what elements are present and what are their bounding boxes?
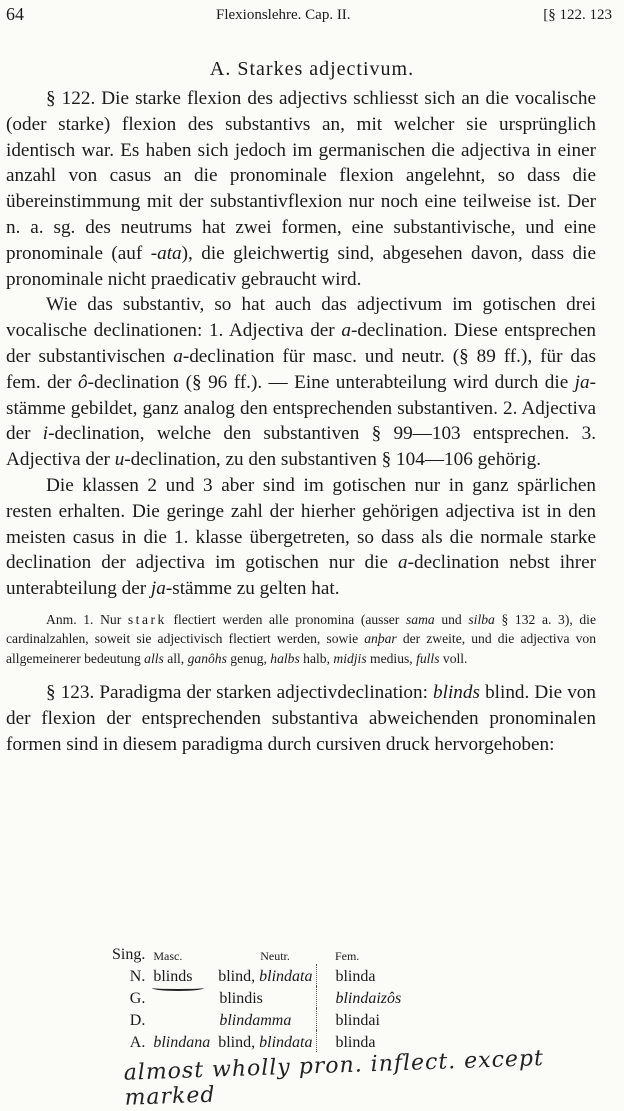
text-run: § 123. Paradigma der starken adjectivdeclination: bbox=[46, 682, 434, 704]
italic-form: ja bbox=[574, 371, 590, 393]
handwritten-underline bbox=[152, 985, 204, 991]
section-range: [§ 122. 123 bbox=[543, 7, 612, 23]
italic-form: blindata bbox=[259, 968, 313, 985]
italic-form: ô bbox=[78, 371, 88, 393]
text-run: Die klassen 2 und 3 aber sind im gotischen nur in ganz spärlichen resten erhalten. Die geringe zahl der hierher gehörigen adjectiva ist in den meisten casus in die 1. klasse übergetreten, so dass als die normale starke declination der adjectiva im gotischen nur die bbox=[6, 474, 596, 574]
table-header-row bbox=[108, 946, 405, 964]
paragraph-122 bbox=[6, 86, 596, 292]
text-run: blind, bbox=[218, 968, 260, 985]
case-label: D. bbox=[129, 1012, 146, 1029]
text-run: -declination (§ 96 ff.). — Eine unterabteilung wird durch die bbox=[87, 371, 575, 393]
text-run: -declination nebst ihrer unterabteilung der bbox=[6, 552, 597, 600]
form-fem: blinda bbox=[317, 964, 405, 986]
text-run: all, bbox=[163, 650, 188, 666]
case-label: N. bbox=[129, 968, 146, 985]
italic-form: -ata bbox=[150, 242, 182, 264]
italic-form: fulls bbox=[416, 650, 440, 666]
paragraph-declinations bbox=[6, 292, 596, 473]
italic-form: ganôhs bbox=[187, 650, 227, 666]
header-fem: Fem. bbox=[334, 949, 360, 963]
form-fem: blindai bbox=[317, 1008, 405, 1030]
text-run: blind, bbox=[218, 1034, 260, 1051]
italic-form: blindata bbox=[259, 1034, 313, 1051]
text-run: genug, bbox=[226, 650, 271, 666]
text-run: blind. Die von der flexion der entsprechenden substantiva abweichenden pronominalen formen sind in diesem paradigma durch cursiven druck hervorgehoben: bbox=[6, 682, 596, 756]
table-row bbox=[108, 1008, 405, 1030]
italic-form: blinds bbox=[433, 682, 480, 704]
italic-form: sama bbox=[405, 611, 435, 627]
form-neutr bbox=[214, 964, 317, 986]
form-masc-neutr: blindis bbox=[219, 990, 263, 1007]
text-run: flectiert werden alle pronomina (ausser bbox=[166, 611, 406, 627]
text-run: § 132 a. 3), die cardinalzahlen, soweit sie adjectivisch flectiert werden, sowie bbox=[6, 611, 596, 647]
italic-form: u bbox=[114, 449, 125, 471]
text-run: -stämme gebildet, ganz analog den entsprechenden substantiven. 2. Adjectiva der bbox=[6, 371, 596, 445]
text-run: medius, bbox=[366, 650, 417, 666]
text-run: -declination, welche den substantiven § 99—103 entsprechen. 3. Adjectiva der bbox=[6, 423, 597, 471]
text-run: voll. bbox=[439, 650, 468, 666]
paragraph-klassen bbox=[6, 473, 596, 602]
text-run: Nur bbox=[93, 611, 128, 627]
italic-form: alls bbox=[144, 650, 164, 666]
text-run: -declination für masc. und neutr. (§ 89 ff.), für das fem. der bbox=[6, 345, 596, 393]
number-label: Sing. bbox=[112, 946, 146, 963]
handwritten-annotation: almost wholly pron. inflect. except marked bbox=[123, 1046, 545, 1111]
form-masc: blindana bbox=[153, 1034, 211, 1051]
italic-form: silba bbox=[468, 611, 495, 627]
main-text bbox=[6, 86, 596, 758]
form-neutr bbox=[214, 1030, 317, 1052]
text-run: -declination, zu den substantiven § 104—106 gehörig. bbox=[124, 449, 541, 471]
spaced-term: stark bbox=[127, 611, 167, 627]
section-title: A. Starkes adjectivum. bbox=[209, 58, 415, 80]
header-masc: Masc. bbox=[153, 949, 183, 963]
text-run: halb, bbox=[299, 650, 334, 666]
paragraph-123 bbox=[6, 680, 596, 757]
text-run: und bbox=[434, 611, 469, 627]
form-masc: blinds bbox=[153, 968, 193, 985]
italic-form: a bbox=[398, 552, 408, 574]
italic-form: ja bbox=[150, 578, 166, 600]
text-run: -declination. Diese entsprechen der substantivischen bbox=[6, 320, 596, 367]
text-run: Wie das substantiv, so hat auch das adjectivum im gotischen drei vocalische declinationen: 1. Adjectiva der bbox=[6, 294, 596, 342]
table-row bbox=[108, 1030, 405, 1052]
text-run: ), die gleichwertig sind, abgesehen davon, dass die pronominale nicht praedicativ gebraucht wird. bbox=[6, 242, 596, 290]
annotation-note bbox=[6, 610, 596, 669]
text-run: -stämme zu gelten hat. bbox=[165, 578, 340, 600]
form-fem: blindaizôs bbox=[317, 986, 405, 1008]
table-row bbox=[108, 986, 405, 1008]
text-run: der zweite, und die adjectiva von allgemeinerer bedeutung bbox=[6, 631, 596, 666]
case-label: G. bbox=[129, 990, 146, 1007]
paradigm-table bbox=[108, 946, 405, 1052]
text-run: § 122. Die starke flexion des adjectivs schliesst sich an die vocalische (oder starke) flexion des substantivs an, mit welcher sie ursprünglich identisch war. Es haben sich jedoch im germanischen die adjectiva in einer anzahl von casus an die pronominale flexion angelehnt, so dass die übereinstimmung mit der substantivflexion nur noch eine teilweise ist. Der n. a. sg. des neutrums hat zwei formen, eine substantivische, und eine pronominale (auf bbox=[6, 88, 596, 264]
italic-form: a bbox=[341, 320, 351, 342]
italic-form: halbs bbox=[270, 650, 300, 666]
form-masc-neutr: blindamma bbox=[219, 1012, 292, 1029]
case-label: A. bbox=[129, 1034, 146, 1051]
page-number: 64 bbox=[6, 4, 24, 24]
italic-form: midjis bbox=[333, 650, 367, 666]
table-row bbox=[108, 964, 405, 986]
note-label: Anm. 1. bbox=[46, 611, 94, 627]
running-title: Flexionslehre. Cap. II. bbox=[216, 7, 351, 23]
italic-form: i bbox=[42, 423, 49, 445]
form-fem: blinda bbox=[317, 1030, 405, 1052]
running-header bbox=[6, 4, 618, 30]
italic-form: a bbox=[173, 345, 183, 367]
header-neutr: Neutr. bbox=[260, 949, 290, 963]
italic-form: anþar bbox=[364, 631, 397, 647]
